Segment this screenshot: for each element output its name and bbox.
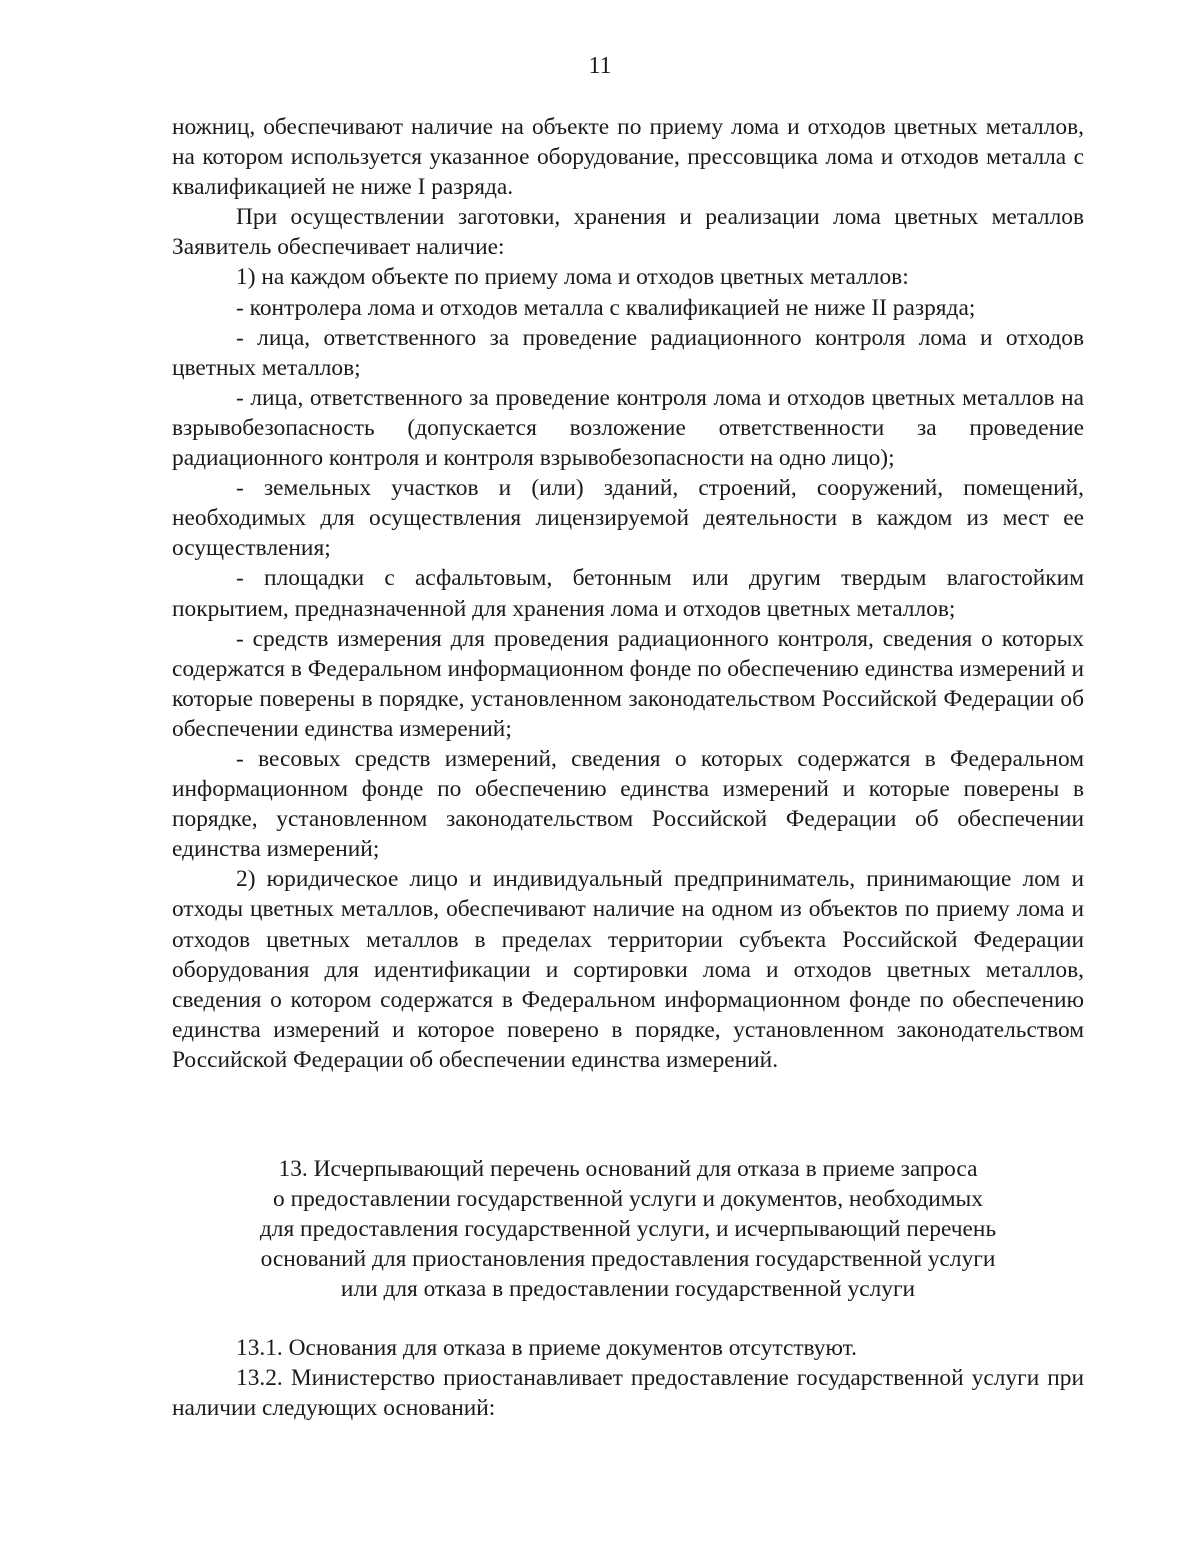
heading-line: 13. Исчерпывающий перечень оснований для отказа в приеме запроса (278, 1156, 978, 1182)
list-subitem-controller: - контролера лома и отходов металла с квалификацией не ниже II разряда; (236, 294, 976, 321)
heading-line: для предоставления государственной услуги, и исчерпывающий перечень (259, 1216, 997, 1243)
clause-13-2: 13.2. Министерство приостанавливает предоставление государственной услуги при наличии следующих оснований: (172, 1365, 1084, 1422)
heading-line: или для отказа в предоставлении государственной услуги (340, 1276, 916, 1303)
body-text (172, 112, 1084, 1075)
list-subitem-weighing-instruments: - весовых средств измерений, сведения о которых содержатся в Федеральном информационном фонде по обеспечению единства измерений и которые поверены в порядке, установленном законодательством Российской Федерации об обеспечении единства измерений; (172, 745, 1084, 863)
paragraph-continuation: ножниц, обеспечивают наличие на объекте по приему лома и отходов цветных металлов, на котором используется указанное оборудование, прессовщика лома и отходов металла с квалификацией не ниже I разряда. (172, 114, 1084, 201)
list-subitem-radiation-instruments: - средств измерения для проведения радиационного контроля, сведения о которых содержатся в Федеральном информационном фонде по обеспечению единства измерений и которые поверены в порядке, установленном законодательством Российской Федерации об обеспечении единства измерений; (172, 625, 1084, 742)
list-item-1: 1) на каждом объекте по приему лома и отходов цветных металлов: (236, 264, 909, 291)
section-body (172, 1333, 1084, 1423)
list-subitem-radiation-person: - лица, ответственного за проведение радиационного контроля лома и отходов цветных металлов; (172, 324, 1084, 381)
list-subitem-land-plots: - земельных участков и (или) зданий, строений, сооружений, помещений, необходимых для осуществления лицензируемой деятельности в каждом из мест ее осуществления; (172, 475, 1084, 562)
paragraph-intro: При осуществлении заготовки, хранения и реализации лома цветных металлов Заявитель обеспечивает наличие: (172, 204, 1084, 261)
page-number: 11 (588, 53, 612, 79)
list-subitem-explosion-person: - лица, ответственного за проведение контроля лома и отходов цветных металлов на взрывобезопасность (допускается возложение ответственности за проведение радиационного контроля и контроля взрывобезопасности на одно лицо); (172, 384, 1084, 472)
list-item-2: 2) юридическое лицо и индивидуальный предприниматель, принимающие лом и отходы цветных металлов, обеспечивают наличие на одном из объектов по приему лома и отходов цветных металлов в пределах территории субъекта Российской Федерации оборудования для идентификации и сортировки лома и отходов цветных металлов, сведения о котором содержатся в Федеральном информационном фонде по обеспечению единства измерений и которое поверено в порядке, установленном законодательством Российской Федерации об обеспечении единства измерений. (172, 866, 1084, 1073)
section-heading (172, 1154, 1084, 1304)
heading-line: о предоставлении государственной услуги и документов, необходимых (273, 1186, 983, 1213)
clause-13-1: 13.1. Основания для отказа в приеме документов отсутствуют. (236, 1335, 857, 1361)
heading-line: оснований для приостановления предоставления государственной услуги (260, 1246, 996, 1273)
list-subitem-storage-site: - площадки с асфальтовым, бетонным или другим твердым влагостойким покрытием, предназначенной для хранения лома и отходов цветных металлов; (172, 565, 1084, 622)
